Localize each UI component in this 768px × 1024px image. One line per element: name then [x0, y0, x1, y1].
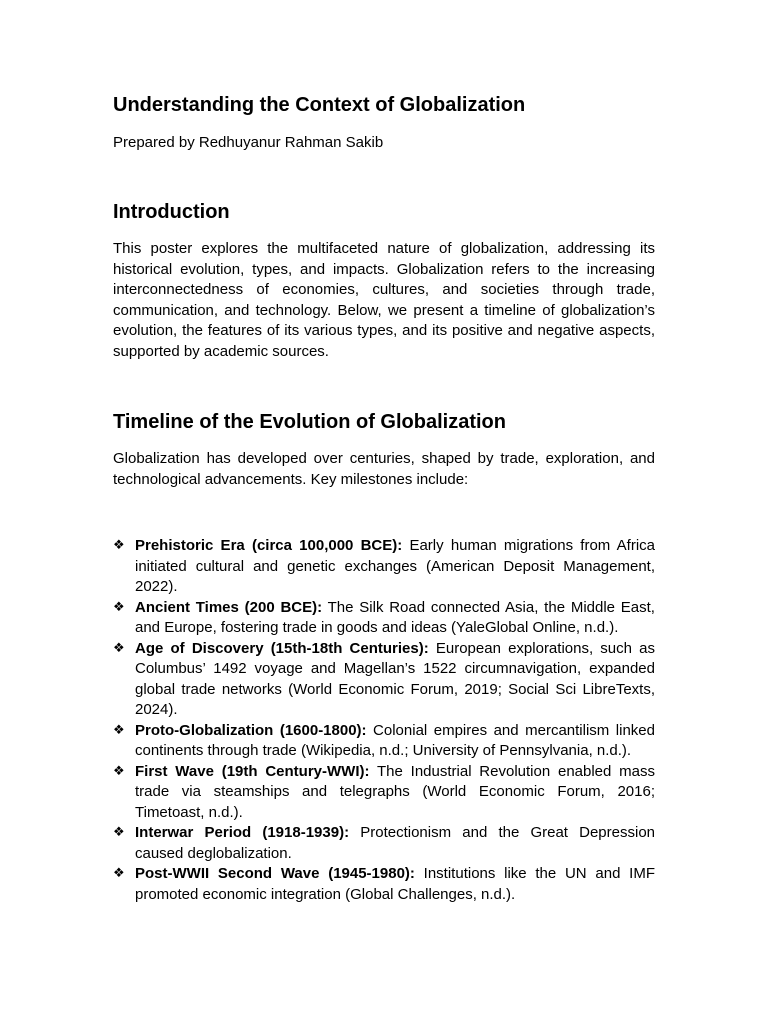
milestone-item — [113, 598, 655, 639]
diamond-bullet-icon: ❖ — [113, 538, 125, 553]
introduction-heading: Introduction — [113, 201, 230, 223]
diamond-bullet-icon: ❖ — [113, 722, 125, 738]
milestone-label: Proto-Globalization (1600-1800): — [135, 721, 367, 739]
diamond-bullet-icon: ❖ — [113, 825, 125, 840]
milestone-label: Interwar Period (1918-1939): — [135, 824, 350, 841]
author-line: Prepared by Redhuyanur Rahman Sakib — [113, 134, 384, 151]
milestone-text: The Silk Road connected Asia, the Middle East, and Europe, fostering trade in goods and ideas (YaleGlobal Online, n.d.). — [135, 598, 655, 636]
milestone-text: Early human migrations from Africa initiated cultural and genetic exchanges (American Deposit Management, 2022). — [135, 537, 655, 595]
milestone-item — [113, 823, 655, 864]
milestone-item — [113, 864, 655, 905]
milestone-item — [113, 536, 655, 598]
milestone-label: Age of Discovery (15th-18th Centuries): — [135, 639, 429, 657]
timeline-heading: Timeline of the Evolution of Globalization — [113, 411, 506, 433]
milestone-list — [113, 536, 655, 905]
diamond-bullet-icon: ❖ — [113, 763, 125, 779]
milestone-label: Prehistoric Era (circa 100,000 BCE): — [135, 537, 403, 554]
introduction-paragraph: This poster explores the multifaceted nature of globalization, addressing its historical evolution, types, and impacts. Globalization refers to the increasing interconnectedness of economies, cultures, and societies through trade, communication, and technology. Below, we present a timeline of globalization’s evolution, the features of its various types, and its positive and negative aspects, supported by academic sources. — [113, 240, 655, 360]
diamond-bullet-icon: ❖ — [113, 599, 125, 615]
milestone-text: The Industrial Revolution enabled mass trade via steamships and telegraphs (World Economic Forum, 2016; Timetoast, n.d.). — [135, 762, 655, 821]
milestone-label: First Wave (19th Century-WWI): — [135, 762, 370, 780]
document-title: Understanding the Context of Globalization — [113, 94, 526, 116]
timeline-intro-paragraph: Globalization has developed over centuries, shaped by trade, exploration, and technological advancements. Key milestones include: — [113, 450, 655, 488]
milestone-item — [113, 721, 655, 762]
milestone-item — [113, 762, 655, 824]
milestone-label: Post-WWII Second Wave (1945-1980): — [135, 865, 415, 882]
diamond-bullet-icon: ❖ — [113, 866, 125, 881]
milestone-text: Protectionism and the Great Depression caused deglobalization. — [135, 824, 656, 862]
milestone-item — [113, 639, 655, 721]
milestone-text: Colonial empires and mercantilism linked continents through trade (Wikipedia, n.d.; University of Pennsylvania, n.d.). — [135, 721, 655, 759]
milestone-label: Ancient Times (200 BCE): — [135, 598, 323, 616]
milestone-text: European explorations, such as Columbus’ 1492 voyage and Magellan’s 1522 circumnavigation, expanded global trade networks (World Economic Forum, 2019; Social Sci LibreTexts, 2024). — [135, 639, 655, 718]
diamond-bullet-icon: ❖ — [113, 640, 125, 656]
milestone-text: Institutions like the UN and IMF promoted economic integration (Global Challenges, n.d.). — [135, 865, 655, 903]
